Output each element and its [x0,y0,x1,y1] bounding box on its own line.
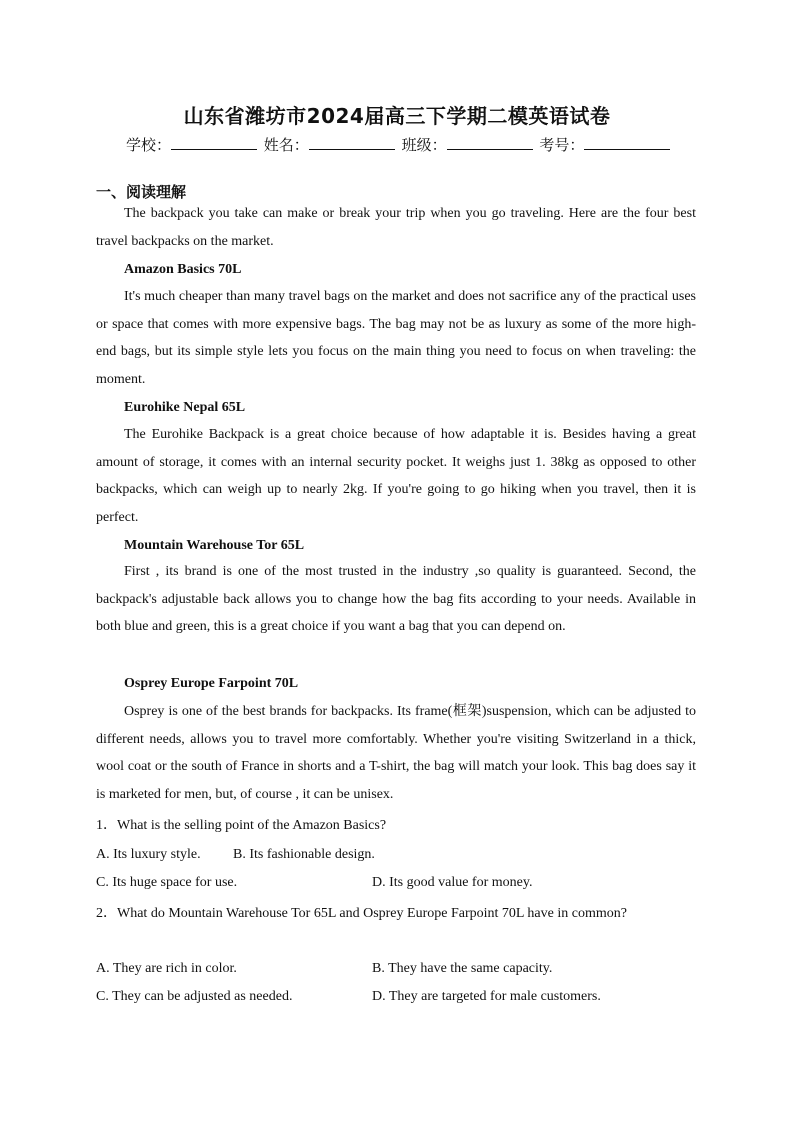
item-text-amazon: It's much cheaper than many travel bags on the market and does not sacrifice any of the practical uses or space that comes with more expensive bags. The bag may not be as luxury as some of the more high-end bags, but its simple style lets you focus on the main thing you need to focus on when traveling: the moment. [96,289,696,388]
section-heading: 一、阅读理解 [96,183,187,201]
question-1-stem: 1．What is the selling point of the Amazon Basics? [96,818,387,833]
item-heading-mountain-warehouse: Mountain Warehouse Tor 65L [124,538,305,553]
item-text-eurohike: The Eurohike Backpack is a great choice because of how adaptable it is. Besides having a great amount of storage, it comes with an internal security pocket. It weighs just 1. 38kg as opposed to other backpacks, which can weigh up to nearly 2kg. If you're going to go hiking when you travel, then it is perfect. [96,427,696,526]
class-label: 班级： [401,136,447,154]
question-2-option-a[interactable]: A. They are rich in color. [96,961,237,976]
question-1-option-c[interactable]: C. Its huge space for use. [96,875,238,890]
item-text-osprey: Osprey is one of the best brands for backpacks. Its frame(框架)suspension, which can be adjusted to different needs, allows you to travel more comfortably. Whether you're visiting Switzerland in a thick, wool coat or the south of France in shorts and a T-shirt, the bag will match your look. This bag does say it is marketed for men, but, of course , it can be unisex. [96,704,696,803]
item-text-mountain-warehouse: First , its brand is one of the most trusted in the industry ,so quality is guaranteed. Second, the backpack's adjustable back allows you to change how the bag fits according to your needs. Available in both blue and green, this is a great choice if you want a bag that you can depend on. [96,564,696,635]
exam-number-label: 考号： [539,136,585,154]
school-blank[interactable] [171,136,257,150]
question-2-option-c[interactable]: C. They can be adjusted as needed. [96,989,293,1004]
item-heading-amazon: Amazon Basics 70L [124,262,242,277]
exam-number-blank[interactable] [584,136,670,150]
question-2-option-d[interactable]: D. They are targeted for male customers. [372,989,601,1004]
question-2-stem: 2．What do Mountain Warehouse Tor 65L and Osprey Europe Farpoint 70L have in common? [96,906,627,921]
class-blank[interactable] [447,136,533,150]
intro-paragraph: The backpack you take can make or break your trip when you go traveling. Here are the four best travel backpacks on the market. [96,206,696,249]
name-blank[interactable] [309,136,395,150]
exam-title: 山东省潍坊市2024届高三下学期二模英语试卷 [183,104,611,128]
student-info-line [126,134,686,155]
question-1-option-b[interactable]: B. Its fashionable design. [233,847,375,862]
question-1-option-a[interactable]: A. Its luxury style. [96,847,201,862]
question-1-option-d[interactable]: D. Its good value for money. [372,875,533,890]
item-heading-eurohike: Eurohike Nepal 65L [124,400,246,415]
name-label: 姓名： [263,136,309,154]
school-label: 学校： [126,136,172,154]
item-heading-osprey: Osprey Europe Farpoint 70L [124,676,299,691]
question-2-option-b[interactable]: B. They have the same capacity. [372,961,553,976]
